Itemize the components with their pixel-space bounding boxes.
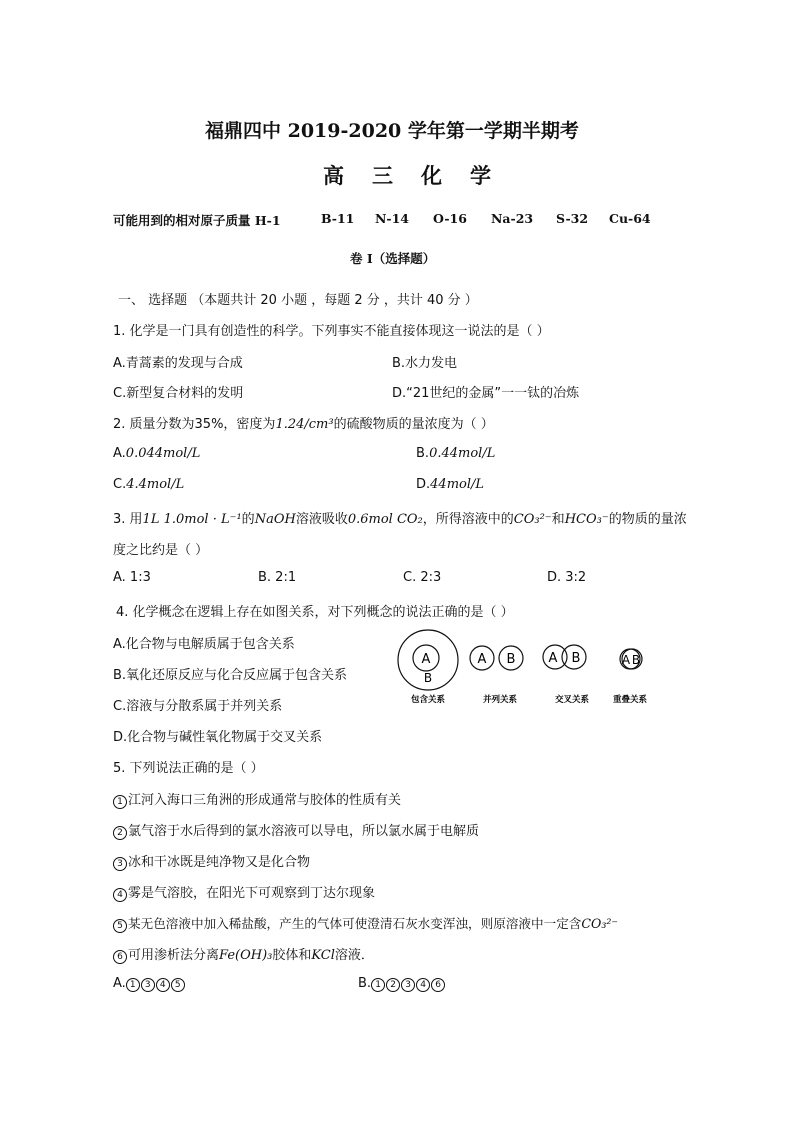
q5-stem: 5. 下列说法正确的是（ ）: [113, 761, 264, 776]
q5-s6m1: Fe(OH)₃: [219, 948, 273, 963]
volume-title: 卷 I（选择题）: [350, 251, 436, 266]
q4-option-d: D.化合物与碱性氧化物属于交叉关系: [113, 730, 323, 745]
q4-option-b: B.氧化还原反应与化合反应属于包含关系: [113, 668, 348, 683]
q3-option-a: A. 1:3: [113, 570, 151, 585]
overlap-letter-a: A: [621, 653, 631, 667]
overlap-letter-b: B: [631, 653, 641, 667]
containment-diagram: [398, 630, 458, 690]
q5-statement-3: [113, 851, 310, 871]
q5-option-a: [113, 976, 186, 992]
q2-a-label: A.: [113, 446, 126, 461]
q2-option-a: [113, 446, 200, 461]
atomic-mass-intro: 可能用到的相对原子质量 H-1: [113, 213, 281, 228]
q2-stem: [113, 413, 494, 432]
circled-number-2: 2: [113, 826, 127, 840]
label-intersection: 交叉关系: [554, 695, 590, 705]
q3-option-b: B. 2:1: [258, 570, 297, 585]
q5-b-num-5: 6: [431, 978, 445, 992]
q5-a-label: A.: [113, 976, 126, 991]
q5-a-num-4: 5: [171, 978, 185, 992]
q2-d-label: D.: [416, 477, 431, 492]
q3-option-d: D. 3:2: [547, 570, 587, 585]
circled-number-5: 5: [113, 919, 127, 933]
q3-m5: HCO₃⁻: [564, 512, 609, 527]
q3-p5: 和: [551, 512, 565, 527]
containment-letter-b: B: [423, 671, 433, 685]
q2-density: 1.24/cm³: [275, 417, 334, 432]
atomic-mass-cu: Cu-64: [609, 211, 651, 226]
q1-stem: 1. 化学是一门具有创造性的科学。下列事实不能直接体现这一说法的是（ ）: [113, 324, 550, 339]
q5-option-b: [358, 976, 446, 992]
concept-relationship-diagram: [390, 628, 670, 710]
label-parallel: 并列关系: [482, 695, 518, 705]
section-heading: 一、 选择题 （本题共计 20 小题 ，每题 2 分 ，共计 40 分 ）: [118, 293, 478, 308]
q3-p4: ，所得溶液中的: [422, 512, 514, 527]
q5-b-num-2: 2: [386, 978, 400, 992]
q5-s3: 冰和干冰既是纯净物又是化合物: [128, 855, 311, 870]
q5-a-num-3: 4: [156, 978, 170, 992]
q5-statement-5: [113, 913, 618, 933]
q3-m1: 1L 1.0mol · L⁻¹: [142, 512, 242, 527]
q3-stem-line2: 度之比约是（ ）: [113, 543, 209, 558]
q4-option-a: A.化合物与电解质属于包含关系: [113, 637, 295, 652]
q1-option-a: A.青蒿素的发现与合成: [113, 356, 243, 371]
q5-s6m2: KCl: [311, 948, 335, 963]
subject-title: 高三化学: [323, 163, 519, 188]
q3-p1: 3. 用: [113, 512, 143, 527]
q2-b-label: B.: [416, 446, 430, 461]
label-containment: 包含关系: [410, 695, 446, 705]
containment-letter-a: A: [421, 652, 431, 667]
q3-p6: 的物质的量浓: [608, 512, 687, 527]
q3-p3: 溶液吸收: [295, 512, 348, 527]
circled-number-1: 1: [113, 795, 127, 809]
q5-s6a: 可用渗析法分离: [128, 948, 220, 963]
q5-b-num-3: 3: [401, 978, 415, 992]
q1-option-c: C.新型复合材料的发明: [113, 386, 244, 401]
circled-number-6: 6: [113, 950, 127, 964]
intersection-letter-a: A: [548, 651, 558, 666]
q5-s5a: 某无色溶液中加入稀盐酸，产生的气体可使澄清石灰水变浑浊，则原溶液中一定含: [128, 916, 582, 931]
q5-s6c: 溶液．: [334, 948, 374, 963]
q5-s4: 雾是气溶胶，在阳光下可观察到丁达尔现象: [128, 886, 376, 901]
q2-option-c: [113, 477, 184, 492]
parallel-diagram: [470, 646, 523, 670]
q3-option-c: C. 2:3: [403, 570, 442, 585]
q2-stem-a: 2. 质量分数为35%，密度为: [113, 417, 276, 432]
q5-s1: 江河入海口三角洲的形成通常与胶体的性质有关: [128, 793, 402, 808]
q2-a-value: 0.044mol/L: [125, 446, 201, 461]
q5-a-num-2: 3: [141, 978, 155, 992]
overlap-diagram: [620, 649, 642, 669]
label-overlap: 重叠关系: [612, 695, 648, 705]
q2-b-value: 0.44mol/L: [429, 446, 496, 461]
q5-a-num-1: 1: [126, 978, 140, 992]
q3-stem: [113, 508, 687, 527]
intersection-letter-b: B: [571, 651, 581, 666]
q3-m3: 0.6mol CO₂: [347, 512, 423, 527]
q3-p2: 的: [241, 512, 255, 527]
q5-s5m: CO₃²⁻: [581, 916, 619, 931]
atomic-mass-n: N-14: [375, 211, 410, 226]
q5-statement-2: [113, 820, 479, 840]
q5-statement-1: [113, 789, 401, 809]
q5-b-label: B.: [358, 976, 372, 991]
q1-option-b: B.水力发电: [392, 356, 458, 371]
q4-stem: 4. 化学概念在逻辑上存在如图关系，对下列概念的说法正确的是（ ）: [116, 605, 514, 620]
q2-c-value: 4.4mol/L: [126, 477, 185, 492]
q5-statement-6: [113, 944, 374, 964]
q2-d-value: 44mol/L: [430, 477, 485, 492]
q2-stem-b: 的硫酸物质的量浓度为（ ）: [333, 417, 494, 432]
q5-b-num-4: 4: [416, 978, 430, 992]
q5-b-num-1: 1: [371, 978, 385, 992]
q2-option-d: [416, 477, 484, 492]
q3-m4: CO₃²⁻: [513, 512, 552, 527]
q5-s6b: 胶体和: [272, 948, 312, 963]
atomic-mass-s: S-32: [556, 211, 589, 226]
parallel-letter-a: A: [477, 652, 487, 667]
circled-number-4: 4: [113, 888, 127, 902]
atomic-mass-b: B-11: [321, 211, 355, 226]
intersection-diagram: [543, 645, 586, 669]
q2-c-label: C.: [113, 477, 127, 492]
exam-title: 福鼎四中 2019-2020 学年第一学期半期考: [205, 120, 579, 142]
parallel-letter-b: B: [506, 652, 516, 667]
atomic-mass-o: O-16: [433, 211, 467, 226]
q1-option-d: D.“21世纪的金属”一一钛的冶炼: [392, 386, 580, 401]
q5-statement-4: [113, 882, 375, 902]
q2-option-b: [416, 446, 495, 461]
q3-m2: NaOH: [254, 512, 296, 527]
circled-number-3: 3: [113, 857, 127, 871]
q5-s2: 氯气溶于水后得到的氯水溶液可以导电，所以氯水属于电解质: [128, 824, 480, 839]
q4-option-c: C.溶液与分散系属于并列关系: [113, 699, 283, 714]
atomic-mass-na: Na-23: [491, 211, 534, 226]
